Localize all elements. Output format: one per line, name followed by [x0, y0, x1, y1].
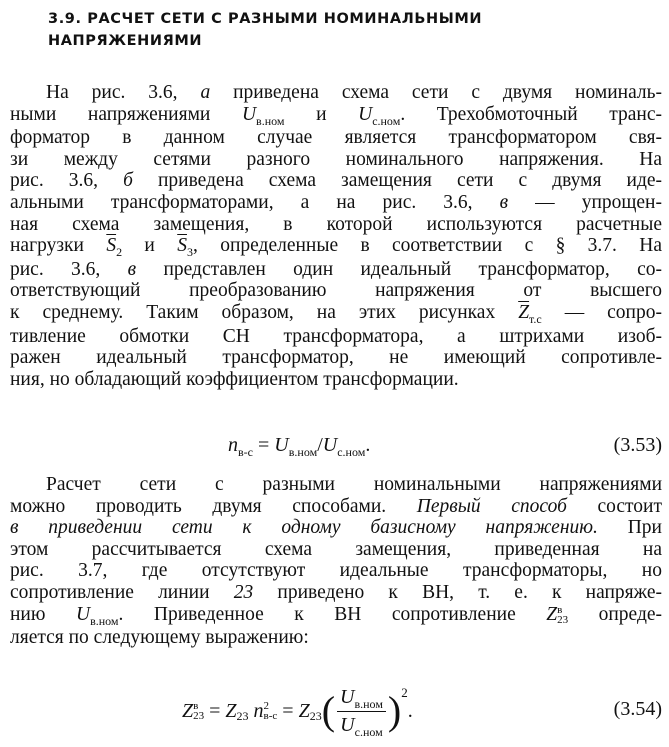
right-paren: ) — [387, 688, 402, 733]
fraction-denominator: $U_{с.ном}$ — [340, 713, 383, 739]
p2-line-3: в приведении сети к одному базисному напряжению. При — [10, 517, 662, 539]
p1-line-14: ния, но обладающий коэффициентом трансформации. — [10, 368, 459, 390]
p2-line-2: можно проводить двумя способами. Первый способ состоит — [10, 495, 662, 517]
equation-number-3-53: (3.53) — [613, 434, 662, 456]
formula-3-53-body: $n_{в-с} = U_{в.ном}/U_{с.ном}$. — [228, 434, 371, 459]
paragraph-1 — [10, 82, 662, 390]
formula-3-53 — [10, 432, 662, 458]
p2-line-5: рис. 3.7, где отсутствуют идеальные трансформаторы, но — [10, 560, 662, 582]
p1-line-9: рис. 3.6, в представлен один идеальный трансформатор, со- — [10, 258, 663, 280]
p1-line-5: рис. 3.6, б приведена схема замещения сети с двумя иде- — [10, 170, 663, 192]
p1-line-2: ными напряжениями $U_{в.ном}$ и $U_{с.ном}$. Трехобмоточный транс- — [10, 103, 663, 128]
equation-number-3-54: (3.54) — [613, 698, 662, 720]
p1-line-1: На рис. 3.6, а приведена схема сети с двумя номиналь- — [46, 82, 663, 103]
p1-line-11: к среднему. Таким образом, на этих рисунках $\overline{Z}_{т.с}$ — сопро- — [10, 301, 662, 326]
p1-line-7: ная схема замещения, в которой используются расчетные — [10, 213, 662, 235]
p2-line-6: сопротивление линии 23 приведено к ВН, т. е. к напряже- — [10, 581, 662, 603]
left-paren: ( — [321, 688, 336, 733]
p2-line-8: ляется по следующему выражению: — [10, 627, 309, 649]
p1-line-4: зи между сетями разного номинального напряжения. На — [10, 148, 662, 170]
p2-line-7: нию $U_{в.ном}$. Приведенное к ВН сопротивление Z в 23 опреде- — [10, 603, 663, 628]
fraction — [337, 686, 386, 737]
section-heading — [48, 8, 608, 52]
p1-line-13: ражен идеальный трансформатор, не имеющий сопротивле- — [10, 347, 662, 369]
formula-3-54 — [10, 683, 662, 739]
p1-line-8: нагрузки $\overline{S}_2$ и $\overline{S}_3$, определенные в соответствии с § 3.7. На — [10, 235, 663, 260]
p1-line-10: ответствующий преобразованию напряжения от высшего — [10, 280, 662, 302]
p2-line-1: Расчет сети с разными номинальными напряжениями — [46, 474, 662, 495]
p2-line-4: этом рассчитывается схема замещения, приведенная на — [10, 538, 662, 560]
heading-line-1: 3.9. РАСЧЕТ СЕТИ С РАЗНЫМИ НОМИНАЛЬНЫМИ — [48, 11, 483, 27]
paragraph-2 — [10, 474, 662, 649]
formula-3-54-body: Z в 23 = Z 23 n 2 в-с = Z 23 ( $\frac{U_{в.ном}}{U_{с.ном}}$ ) 2 . — [182, 685, 413, 739]
fraction-numerator: $U_{в.ном}$ — [337, 686, 386, 712]
p1-line-6: альными трансформаторами, а на рис. 3.6, в — упрощен- — [10, 191, 662, 213]
heading-line-2: НАПРЯЖЕНИЯМИ — [48, 33, 203, 49]
p1-line-3: форматор в данном случае является трансформатором свя- — [10, 127, 662, 149]
p1-line-12: тивление обмотки СН трансформатора, а штрихами изоб- — [10, 325, 662, 347]
